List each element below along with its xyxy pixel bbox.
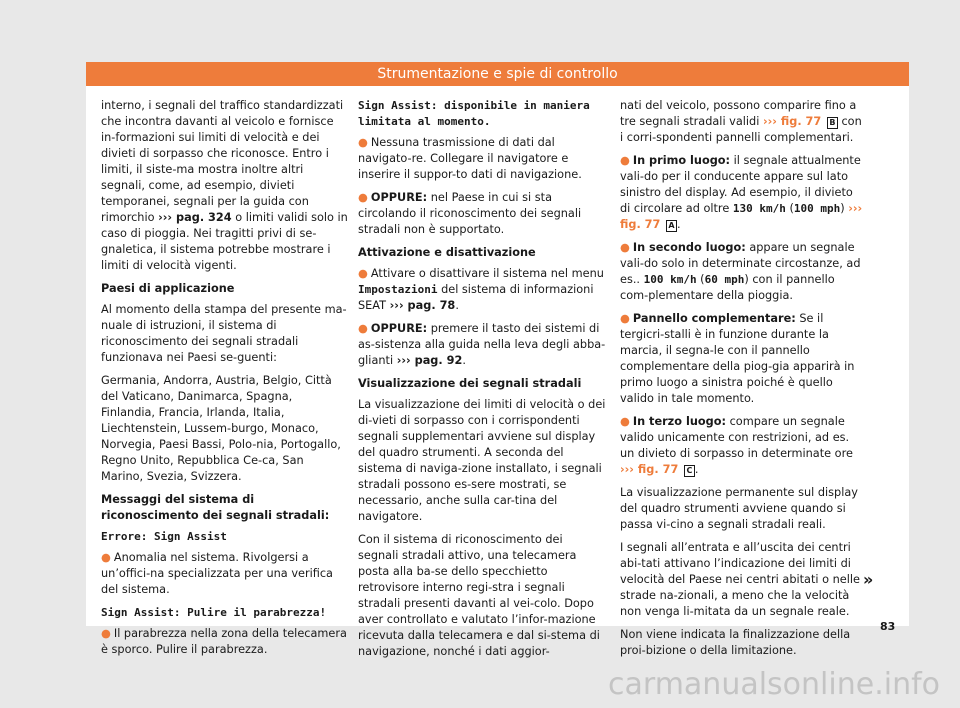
paragraph: I segnali all’entrata e all’uscita dei centri abi-tati attivano l’indicazione dei limiti di velocità del Paese nei centri abitati o nelle strade na-zionali, a meno che la velocità non venga li-mitata da un segnale reale. (620, 541, 860, 618)
bullet-item: ● Nessuna trasmissione di dati dal navigato-re. Collegare il navigatore e inserire il suppor-to dati di navigazione. (358, 136, 582, 181)
heading-attivazione: Attivazione e disattivazione (358, 246, 536, 259)
figure-reference[interactable]: ››› fig. 77 (620, 463, 679, 476)
bullet-item: ● OPPURE: nel Paese in cui si sta circolando il riconoscimento dei segnali stradali non è supportato. (358, 191, 582, 236)
bullet-item: ● In terzo luogo: compare un segnale valido unicamente con restrizioni, ad es. un divieto di sorpasso in determinate ore ››› fig. 77 C . (620, 415, 853, 476)
column-3 (620, 98, 866, 666)
bullet-item: ● OPPURE: premere il tasto dei sistemi di as-sistenza alla guida nella leva degli abba-glianti ››› pag. 92. (358, 322, 606, 367)
paragraph: Germania, Andorra, Austria, Belgio, Città del Vaticano, Danimarca, Spagna, Finlandia, Francia, Irlanda, Italia, Liechtenstein, Lussem-burgo, Monaco, Norvegia, Paesi Bassi, Polo-nia, Portogallo, Regno Unito, Repubblica Ce-ca, San Marino, Svezia, Svizzera. (101, 374, 341, 483)
paragraph: Con il sistema di riconoscimento dei segnali stradali attivo, una telecamera posta alla ba-se dello specchietto retrovisore interno regi-stra i segnali stradali presenti davanti al vei-colo. Dopo aver controllato e valutato l’infor-mazione ricevuta dalla telecamera e dal si-stema di navigazione, nonché i dati aggior- (358, 533, 600, 658)
bullet-icon: ● (358, 191, 368, 204)
bullet-icon: ● (620, 241, 630, 254)
bullet-icon: ● (620, 312, 630, 325)
paragraph: nati del veicolo, possono comparire fino a tre segnali stradali validi ››› fig. 77 B con i corri-spondenti pannelli complementari. (620, 99, 862, 144)
heading-messaggi: Messaggi del sistema di riconoscimento dei segnali stradali: (101, 493, 330, 522)
paragraph: La visualizzazione dei limiti di velocità o dei di-vieti di sorpasso con i corrispondenti segnali supplementari avviene sul display del quadro strumenti. A seconda del sistema di naviga-zione installato, i segnali stradali possono es-sere mostrati, se necessario, anche sulla car-tina del navigatore. (358, 398, 606, 523)
column-1 (101, 98, 349, 665)
column-2 (358, 98, 606, 667)
figure-letter-icon: C (684, 465, 695, 477)
paragraph: Al momento della stampa del presente ma-nuale di istruzioni, il sistema di riconoscimento dei segnali stradali funzionava nei Paesi se-guenti: (101, 303, 347, 364)
bullet-icon: ● (358, 267, 368, 280)
bullet-icon: ● (358, 322, 368, 335)
bullet-item: ● Anomalia nel sistema. Rivolgersi a un’offici-na specializzata per una verifica del sistema. (101, 551, 333, 596)
page-reference[interactable]: ››› pag. 324 (158, 211, 232, 224)
heading-paesi: Paesi di applicazione (101, 282, 235, 295)
menu-name: Impostazioni (358, 283, 438, 296)
section-header: Strumentazione e spie di controllo (86, 62, 909, 86)
figure-letter-icon: B (827, 117, 838, 129)
heading-visualizzazione: Visualizzazione dei segnali stradali (358, 377, 582, 390)
message-code: Sign Assist: Pulire il parabrezza! (101, 606, 327, 619)
message-code: Errore: Sign Assist (101, 530, 227, 543)
continue-arrow-icon: » (863, 570, 874, 589)
figure-reference[interactable]: ››› fig. 77 (620, 202, 863, 231)
bullet-item: ● In secondo luogo: appare un segnale vali-do solo in determinate circostanze, ad es.. 100 km/h (60 mph) con il pannello com-plementare della pioggia. (620, 241, 861, 302)
bullet-icon: ● (101, 551, 111, 564)
message-code: Sign Assist: disponibile in maniera limitata al momento. (358, 99, 590, 128)
paragraph: La visualizzazione permanente sul display del quadro strumenti avviene quando si passa vi-cino a segnali stradali reali. (620, 486, 858, 531)
paragraph: Non viene indicata la finalizzazione della proi-bizione o della limitazione. (620, 628, 851, 657)
bullet-icon: ● (620, 415, 630, 428)
watermark: carmanualsonline.info (608, 667, 940, 702)
page-number: 83 (880, 620, 896, 633)
bullet-icon: ● (620, 154, 630, 167)
figure-reference[interactable]: ››› fig. 77 (762, 115, 822, 128)
bullet-item: ● Pannello complementare: Se il tergicri-stalli è in funzione durante la marcia, il segna-le con il pannello complementare della piog-gia apparirà in primo luogo a sinistra poiché è quello valido in tale momento. (620, 312, 855, 405)
bullet-item: ● In primo luogo: il segnale attualmente vali-do per il conducente appare sul lato sinistro del display. Ad esempio, il divieto di circolare ad oltre 130 km/h (100 mph) ››› fig. 77 A . (620, 154, 863, 231)
page-reference[interactable]: ››› pag. 78 (389, 299, 456, 312)
bullet-item: ● Il parabrezza nella zona della telecamera è sporco. Pulire il parabrezza. (101, 627, 347, 656)
page-reference[interactable]: ››› pag. 92 (396, 354, 463, 367)
figure-letter-icon: A (666, 220, 677, 232)
bullet-icon: ● (358, 136, 368, 149)
bullet-item: ● Attivare o disattivare il sistema nel menu Impostazioni del sistema di informazioni SEAT ››› pag. 78. (358, 267, 604, 312)
paragraph: interno, i segnali del traffico standardizzati che incontra davanti al veicolo e fornisce in-formazioni sui limiti di velocità e dei divieti di sorpasso che riconosce. Entro i limiti, il siste-ma mostra inoltre altri segnali, come, ad esempio, divieti temporanei, segnali per la guida con rimorchio ››› pag. 324 o limiti validi solo in caso di pioggia. Nei tragitti privi di se-gnaletica, il sistema potrebbe mostrare i limiti di velocità vigenti. (101, 99, 348, 272)
bullet-icon: ● (101, 627, 111, 640)
